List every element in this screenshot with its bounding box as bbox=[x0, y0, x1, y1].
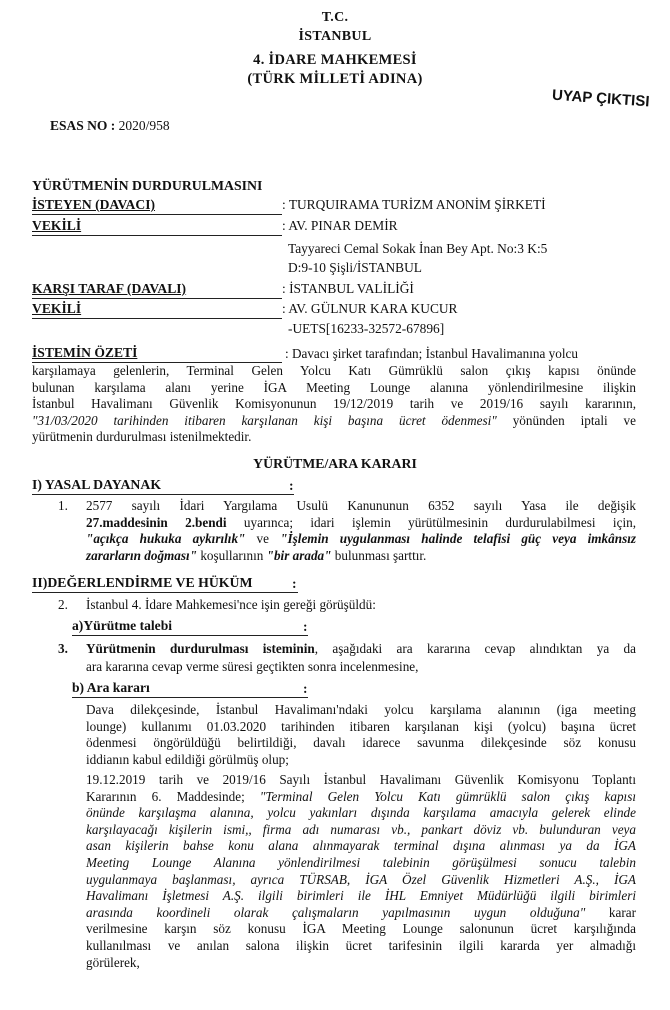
summary-label: İSTEMİN ÖZETİ bbox=[32, 345, 138, 360]
plaintiff-agent-address-1: Tayyareci Cemal Sokak İnan Bey Apt. No:3 K:5 bbox=[288, 241, 548, 256]
item-2-number: 2. bbox=[58, 597, 68, 612]
subheading-b: b) Ara kararı bbox=[72, 680, 150, 695]
header-nation: (TÜRK MİLLETİ ADINA) bbox=[247, 71, 423, 87]
section-1-paragraph bbox=[86, 498, 636, 564]
item-3-line-1: Yürütmenin durdurulması isteminin, aşağıdaki ara kararına cevap alındıktan ya da bbox=[86, 641, 636, 656]
section-1-number: 1. bbox=[58, 498, 68, 513]
subheading-a-colon: : bbox=[303, 619, 308, 634]
section-1-heading: I) YASAL DAYANAK bbox=[32, 477, 162, 492]
body-p2-line-2: Kararının 6. Maddesinde; "Terminal Gelen Yolcu Katı gümrüklü salon çıkış kapısı bbox=[86, 788, 636, 804]
decision-title: YÜRÜTME/ARA KARARI bbox=[253, 456, 417, 471]
plaintiff-value: : TURQUIRAMA TURİZM ANONİM ŞİRKETİ bbox=[282, 197, 546, 212]
plaintiff-agent-label: VEKİLİ bbox=[32, 218, 82, 233]
header-court: 4. İDARE MAHKEMESİ bbox=[253, 52, 417, 68]
summary-line-6: yürütmenin durdurulması istenilmektedir. bbox=[32, 429, 252, 445]
section-1-heading-line bbox=[32, 494, 294, 495]
section-1-colon: : bbox=[289, 478, 294, 493]
summary-line-2: karşılamaya gelenlerin, Terminal Gelen Yolcu Katı Gümrüklü salon çıkış kapısı önünde bbox=[32, 363, 636, 378]
subheading-a: a)Yürütme talebi bbox=[72, 618, 173, 633]
body-p2-line-9: arasında koordineli olarak çalışmaların yapılmasının uygun olduğuna" karar bbox=[86, 904, 636, 920]
case-number-label: ESAS NO : bbox=[50, 118, 116, 133]
header-tc: T.C. bbox=[321, 10, 349, 25]
header-city: İSTANBUL bbox=[298, 29, 372, 44]
parties-title: YÜRÜTMENİN DURDURULMASINI bbox=[32, 178, 263, 193]
case-number bbox=[50, 118, 170, 134]
defendant-agent-value: : AV. GÜLNUR KARA KUCUR bbox=[282, 301, 458, 316]
item-3-paragraph bbox=[86, 641, 636, 658]
body-paragraph-2 bbox=[86, 772, 636, 971]
plaintiff-agent-address-2: D:9-10 Şişli/İSTANBUL bbox=[288, 260, 422, 275]
defendant-label-line bbox=[32, 298, 282, 299]
plaintiff-label-line bbox=[32, 214, 282, 215]
defendant-label: KARŞI TARAF (DAVALI) bbox=[32, 281, 187, 296]
summary-line-3: bulunan karşılama alanı yerine İGA Meeting Lounge alanına yönlendirilmesine ilişkin bbox=[32, 379, 636, 395]
section-1-line-2: 27.maddesinin 2.bendi uyarınca; idari işlemin yürütülmesinin durdurulabilmesi için, bbox=[86, 514, 637, 530]
body-p2-line-5: asan kişilerin bahse konu alana alınmayarak terminal dışına alınması ya da İGA bbox=[86, 838, 636, 854]
section-1-line-1: 2577 sayılı İdari Yargılama Usulü Kanununun 6352 sayılı Yasa ile değişik bbox=[86, 498, 636, 513]
section-2-heading-line bbox=[32, 592, 298, 593]
section-1-line-3: "açıkça hukuka aykırılık" ve "İşlemin uygulanması halinde telafisi güç veya imkânsız bbox=[86, 531, 636, 547]
section-2-colon: : bbox=[292, 576, 297, 591]
body-p2-line-4: karşılayacağı kişilerin ismi,, firma adı numarası vb., pankart döviz vb. bulunduran veya bbox=[86, 821, 636, 837]
defendant-agent-label: VEKİLİ bbox=[32, 301, 82, 316]
section-2-heading: II)DEĞERLENDİRME VE HÜKÜM bbox=[32, 575, 253, 590]
summary-line-5: "31/03/2020 tarihinden itibaren karşılanan kişi başına ücret ödenmesi" yönünden iptali ve bbox=[32, 412, 636, 428]
item-3-number: 3. bbox=[58, 641, 68, 656]
body-p1-line-1: Dava dilekçesinde, İstanbul Havalimanı'ndaki yolcu karşılama alanının (iga meeting bbox=[86, 702, 636, 717]
body-p2-line-8: Havalimanı İşletmesi A.Ş. ilgili birimleri ile İHL Emniyet Müdürlüğü ilgili birimleri bbox=[86, 888, 636, 904]
item-3-line-2: ara kararına cevap verme süresi geçtikten sonra incelenmesine, bbox=[86, 659, 419, 674]
subheading-b-line bbox=[72, 697, 308, 698]
subheading-b-colon: : bbox=[303, 681, 308, 696]
body-p2-line-7: uygulanmaya başlanması, ayrıca TÜRSAB, İGA Özel Güvenlik Hizmetleri A.Ş., İGA bbox=[86, 871, 636, 887]
summary-quote: "31/03/2020 tarihinden itibaren karşılanan kişi başına ücret ödenmesi" bbox=[32, 412, 497, 428]
body-p2-line-1: 19.12.2019 tarih ve 2019/16 Sayılı İstanbul Havalimanı Güvenlik Komisyonu Toplantı bbox=[86, 772, 636, 787]
summary-line-1: : Davacı şirket tarafından; İstanbul Havalimanına yolcu bbox=[285, 346, 578, 361]
body-p2-line-10: verilmesine karşın söz konusu İGA Meeting Lounge salonunun ücret karşılığında bbox=[86, 921, 636, 937]
subheading-a-line bbox=[72, 635, 308, 636]
body-p2-line-11: kullanılması ve anılan salona ilişkin ücret tarifesinin ilgili kararda yer almadığı bbox=[86, 937, 636, 953]
summary-line-4: İstanbul Havalimanı Güvenlik Komisyonunun 19/12/2019 tarih ve 2019/16 sayılı kararının, bbox=[32, 396, 636, 412]
plaintiff-agent-value: : AV. PINAR DEMİR bbox=[282, 218, 398, 233]
defendant-value: : İSTANBUL VALİLİĞİ bbox=[282, 281, 414, 296]
case-number-value: 2020/958 bbox=[118, 118, 170, 133]
section-1-line-4: zararların doğması" koşullarının "bir arada" bulunması şarttır. bbox=[86, 547, 427, 563]
uyap-stamp: UYAP ÇIKTISI bbox=[551, 86, 651, 111]
defendant-agent-label-line bbox=[32, 318, 282, 319]
body-p1-line-4: iddianın kabul edildiği görülmüş olup; bbox=[86, 751, 289, 767]
plaintiff-label: İSTEYEN (DAVACI) bbox=[32, 197, 156, 212]
summary-paragraph bbox=[32, 363, 636, 446]
body-paragraph-1 bbox=[86, 702, 636, 768]
plaintiff-agent-label-line bbox=[32, 235, 282, 236]
body-p2-line-12: görülerek, bbox=[86, 954, 140, 970]
body-p1-line-2: lounge) kullanımı 01.03.2020 tarihinden itibaren karşılanan kişi (yolcu) başına ücret bbox=[86, 718, 636, 734]
item-2-text: İstanbul 4. İdare Mahkemesi'nce işin gereği görüşüldü: bbox=[86, 597, 376, 612]
body-p2-line-3: önünde karşılaşma alanına, yolcu yakınları dışında karşılama amacıyla gelerek elinde bbox=[86, 805, 636, 821]
body-p2-line-6: Meeting Lounge Alanına yönlendirilmesi talebinin görüşülmesi sonucu talebin bbox=[86, 854, 636, 870]
defendant-agent-uets: -UETS[16233-32572-67896] bbox=[288, 321, 445, 336]
body-p1-line-3: ödenmesi öngörüldüğü belirtildiği, davalı idarece savunma dilekçesinde söz konusu bbox=[86, 735, 636, 751]
